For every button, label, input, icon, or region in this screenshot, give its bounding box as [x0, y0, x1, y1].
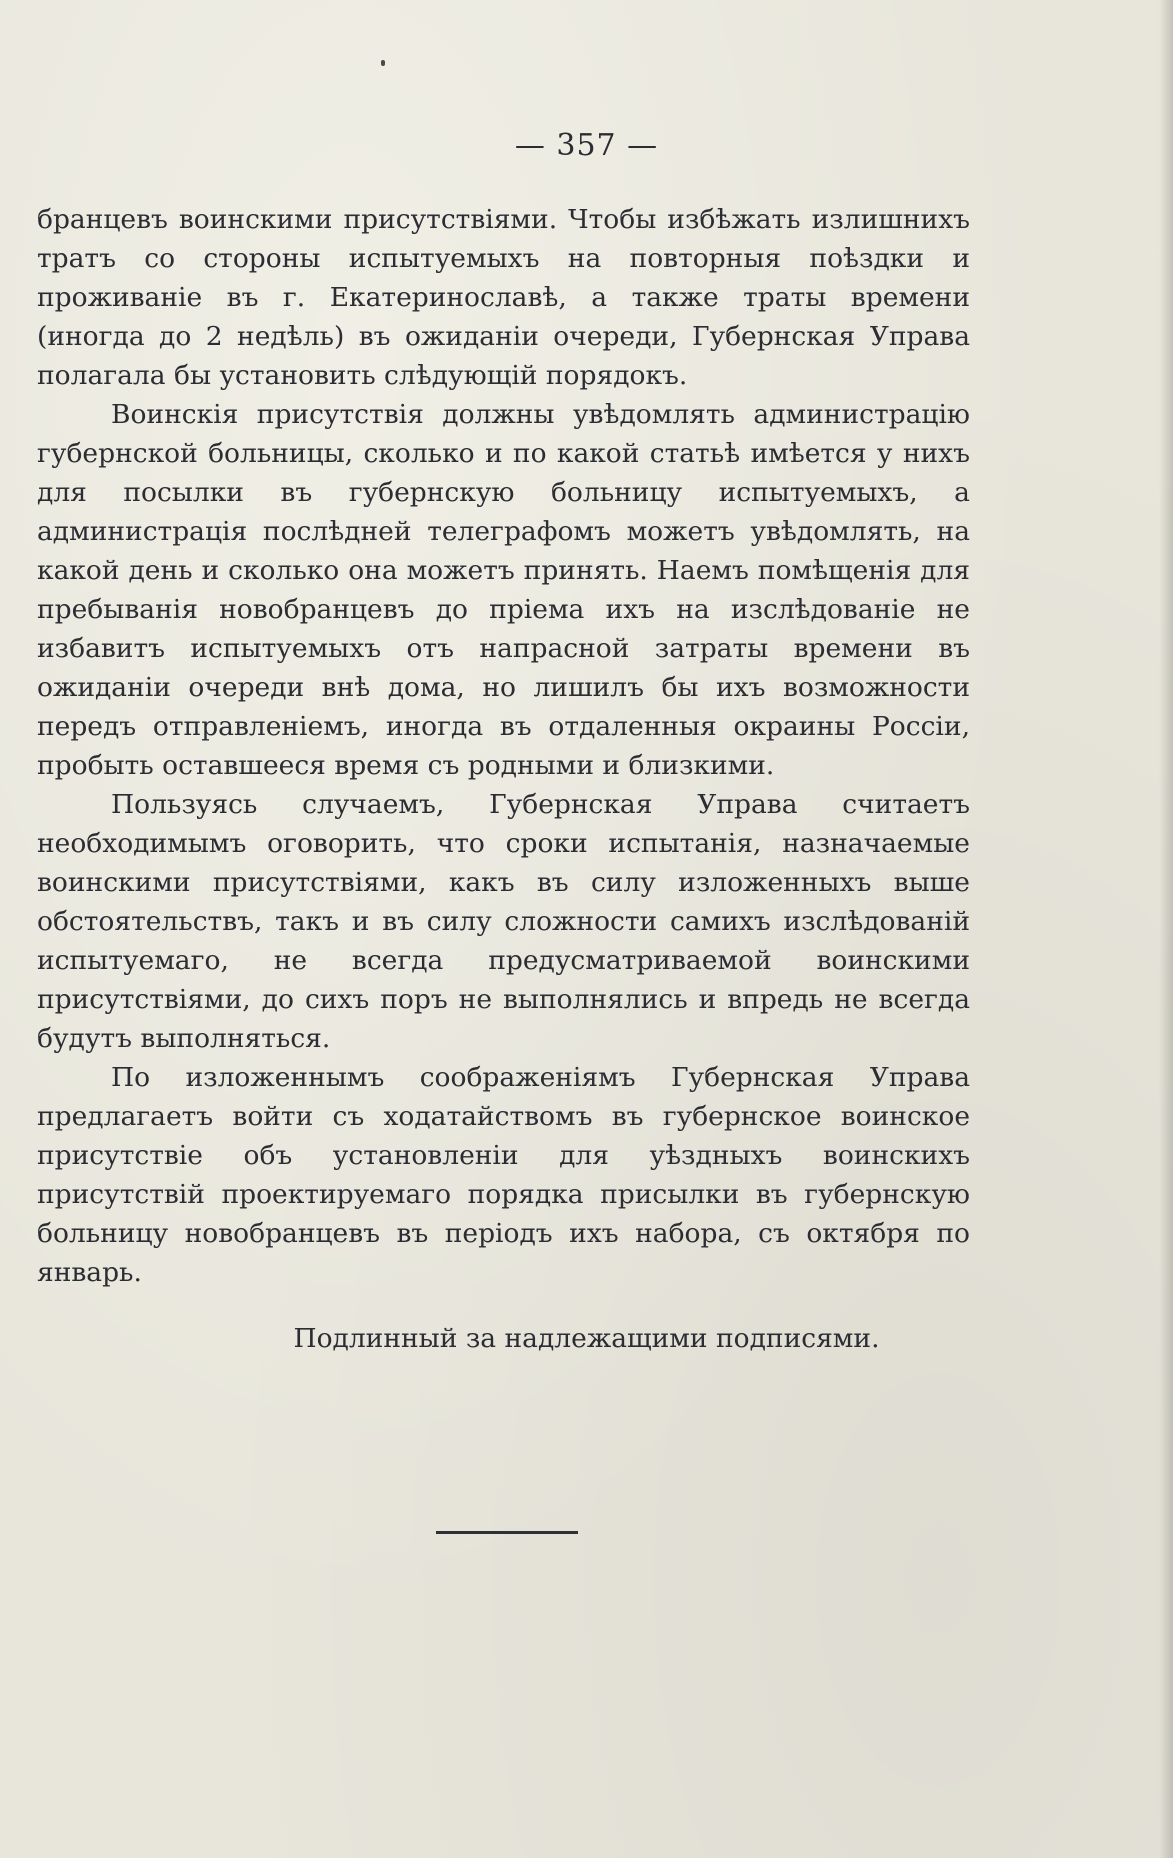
page-number: — 357 —: [514, 128, 659, 163]
paragraph: Воинскія присутствія должны увѣдомлять администрацію губернской больницы, сколько и по какой статьѣ имѣется у нихъ для посылки въ губернскую больницу испытуемыхъ, а администрація послѣдней телеграфомъ можетъ увѣдомлять, на какой день и сколько она можетъ принять. Наемъ помѣщенія для пребыванія новобранцевъ до пріема ихъ на изслѣдованіе не избавитъ испытуемыхъ отъ напрасной затраты времени въ ожиданіи очереди внѣ дома, но лишилъ бы ихъ возможности передъ отправленіемъ, иногда въ отдаленныя окраины Россіи, пробыть оставшееся время съ родными и близкими.: [37, 399, 970, 781]
paragraph-continuation: бранцевъ воинскими присутствіями. Чтобы избѣжать излишнихъ тратъ со стороны испытуемыхъ на повторныя поѣздки и проживаніе въ г. Екатеринославѣ, а также траты времени (иногда до 2 недѣль) въ ожиданіи очереди, Губернская Управа полагала бы установить слѣдующій порядокъ.: [37, 204, 970, 391]
signature-note: Подлинный за надлежащими подписями.: [293, 1323, 880, 1354]
end-rule: [436, 1531, 578, 1534]
ink-speck: [381, 60, 385, 66]
paragraph: По изложеннымъ соображеніямъ Губернская Управа предлагаетъ войти съ ходатайствомъ въ губернское воинское присутствіе объ установленіи для уѣздныхъ воинскихъ присутствій проектируемаго порядка присылки въ губернскую больницу новобранцевъ въ періодъ ихъ набора, съ октября по январь.: [37, 1062, 970, 1288]
page-edge-shadow: [1159, 0, 1173, 1858]
paragraph: Пользуясь случаемъ, Губернская Управа считаетъ необходимымъ оговорить, что сроки испытанія, назначаемые воинскими присутствіями, какъ въ силу изложенныхъ выше обстоятельствъ, такъ и въ силу сложности самихъ изслѣдованій испытуемаго, не всегда предусматриваемой воинскими присутствіями, до сихъ поръ не выполнялись и впредь не всегда будутъ выполняться.: [37, 789, 970, 1054]
body-text: [37, 200, 970, 1292]
